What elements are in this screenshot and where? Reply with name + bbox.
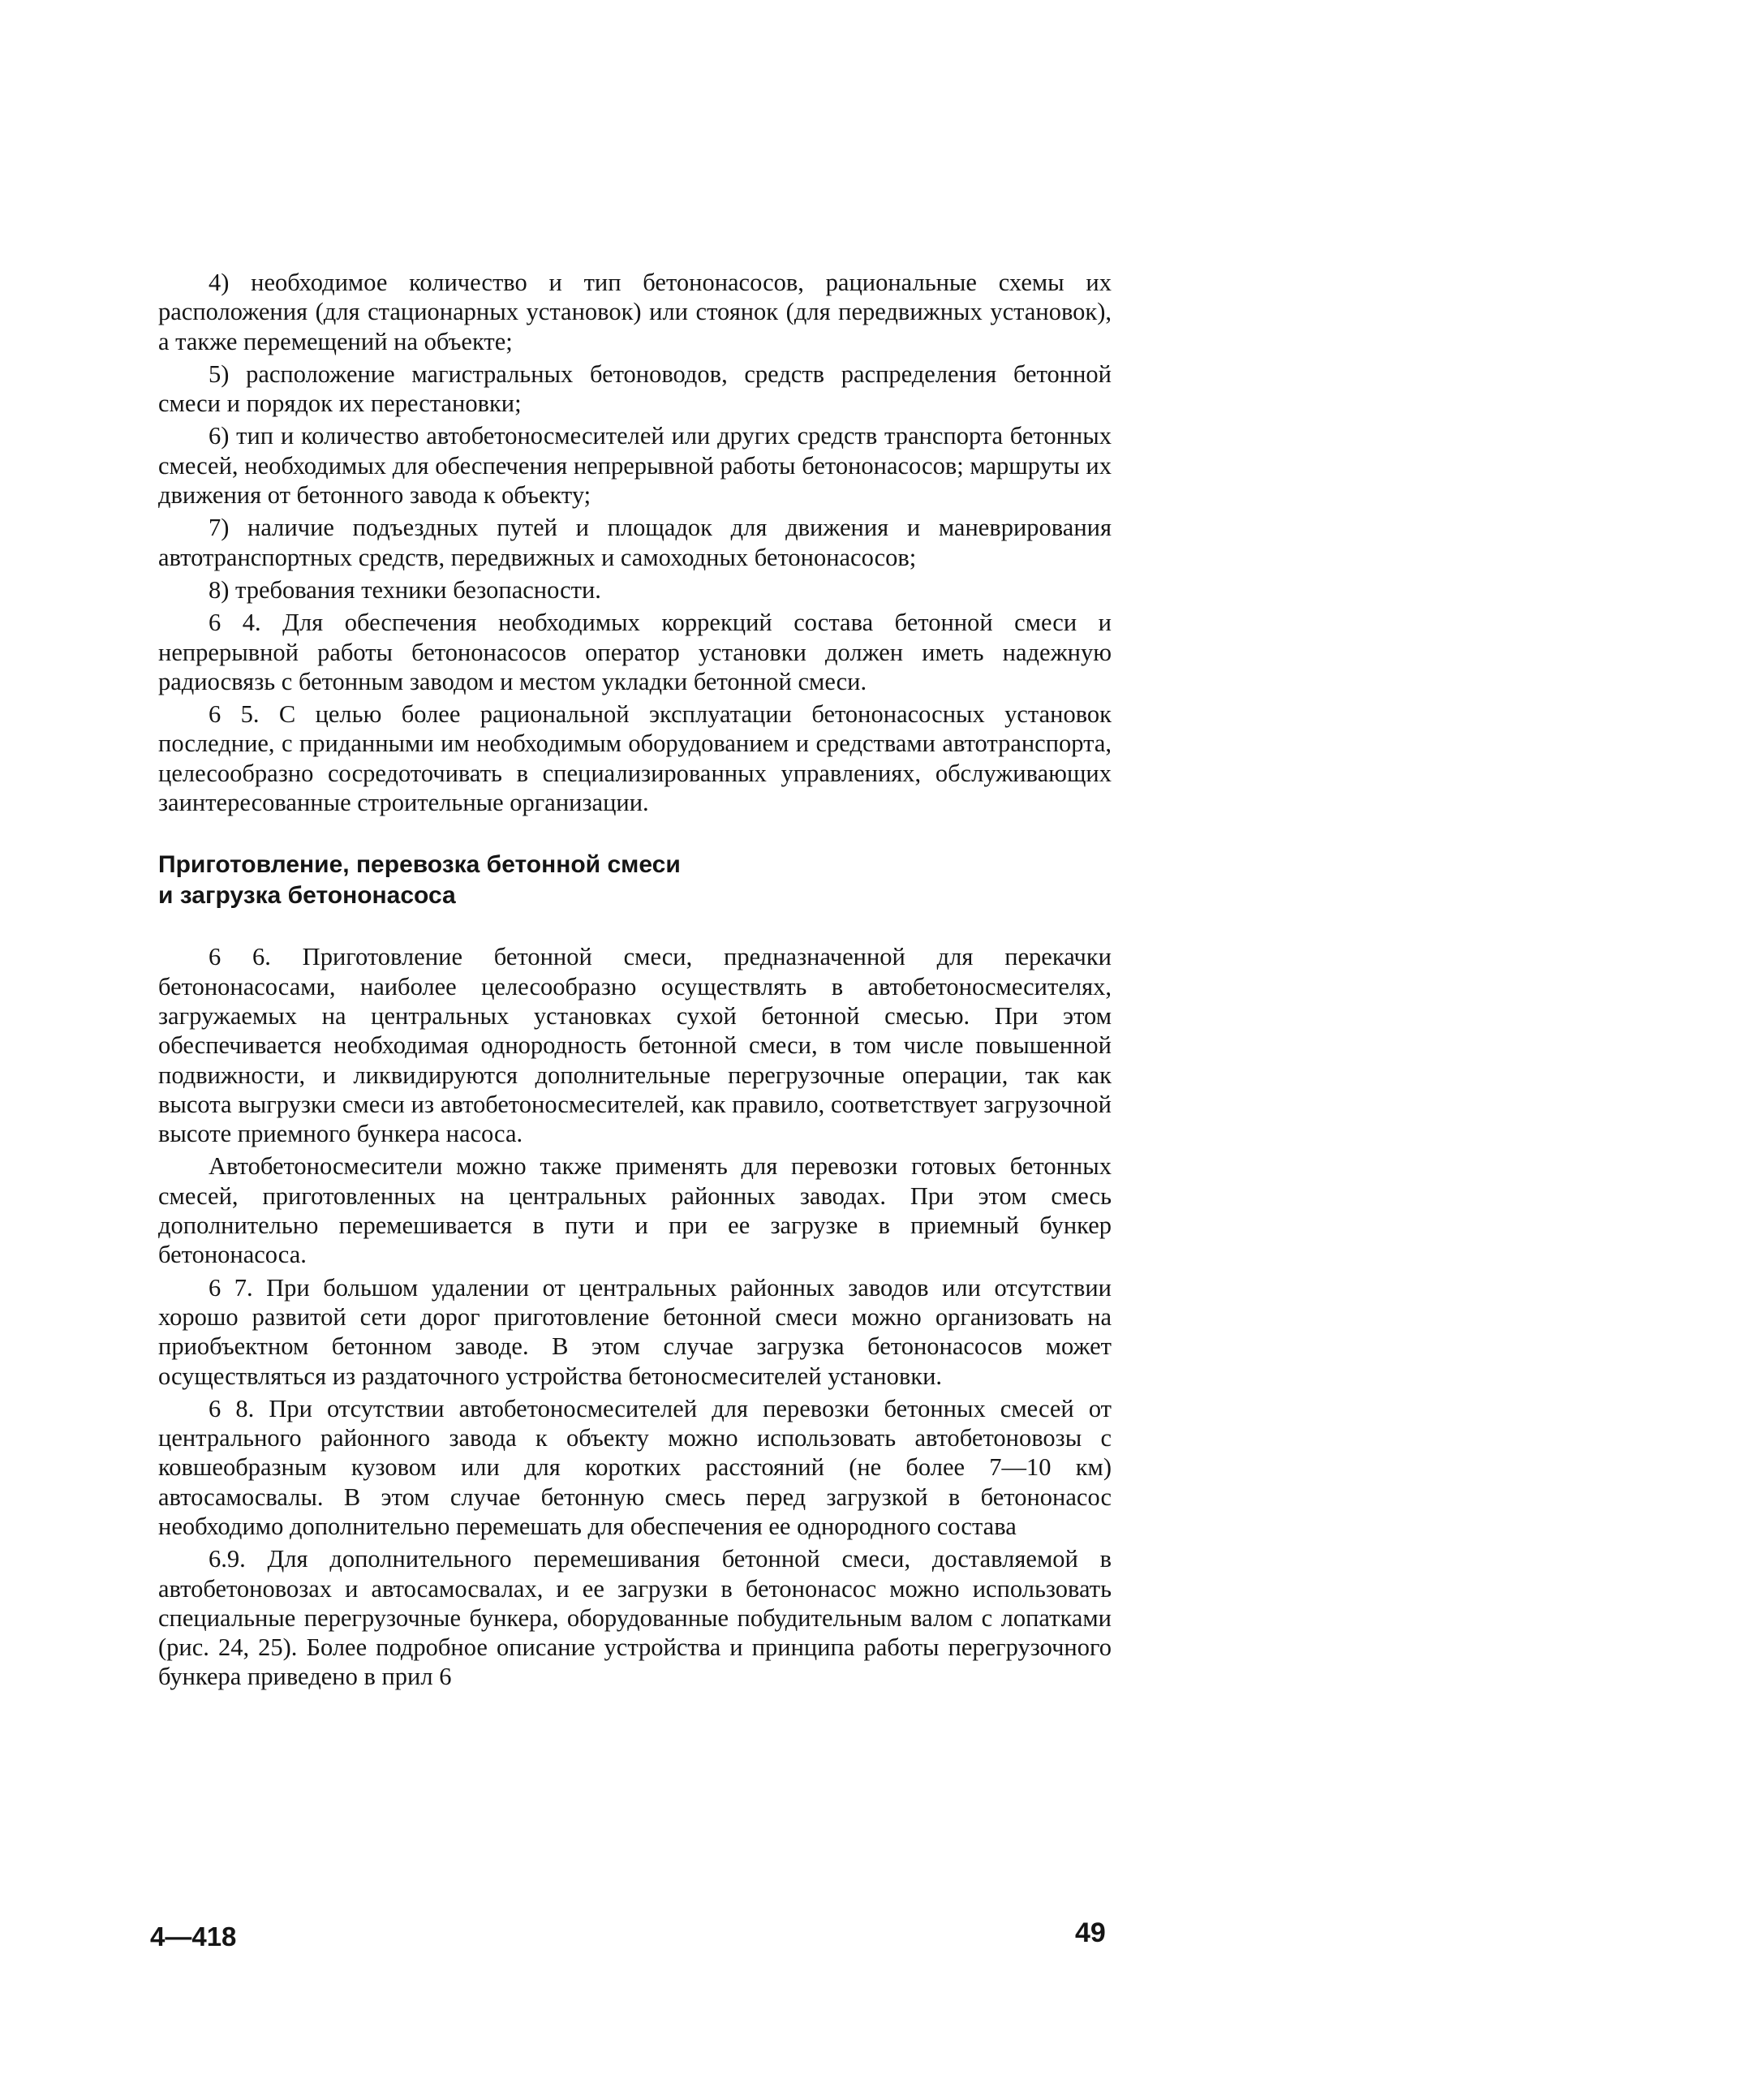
list-item-5: 5) расположение магистральных бетоноводов, средств распределения бетонной смеси и порядок их перестановки; [158,359,1112,418]
list-item-8: 8) требования техники безопасности. [209,575,601,604]
paragraph-6-9: 6.9. Для дополнительного перемешивания бетонной смеси, доставляемой в автобетоновозах и автосамосвалах, и ее загрузки в бетононасос можно использовать специальные перегрузочные бункера, оборудованные побудительным валом с лопатками (рис. 24, 25). Более подробное описание устройства и принципа работы перегрузочного бункера приведено в прил 6 [158,1545,1112,1691]
paragraph-6-8: 6 8. При отсутствии автобетоносмесителей для перевозки бетонных смесей от центрального районного завода к объекту можно использовать автобетоновозы с ковшеобразным кузовом или для коротких расстояний (не более 7—10 км) автосамосвалы. В этом случае бетонную смесь перед загрузкой в бетононасос необходимо дополнительно перемешать для обеспечения ее однородного состава [158,1394,1112,1540]
section-heading [158,850,1112,911]
paragraph-6-4: 6 4. Для обеспечения необходимых коррекций состава бетонной смеси и непрерывной работы бетононасосов оператор установки должен иметь надежную радиосвязь с бетонным заводом и местом укладки бетонной смеси. [158,609,1112,695]
paragraph-6-6: 6 6. Приготовление бетонной смеси, предназначенной для перекачки бетононасосами, наиболее целесообразно осуществлять в автобетоносмесителях, загружаемых на центральных установках сухой бетонной смесью. При этом обеспечивается необходимая однородность бетонной смеси, в том числе повышенной подвижности, и ликвидируются дополнительные перегрузочные операции, так как высота выгрузки смеси из автобетоносмесителей, как правило, соответствует загрузочной высоте приемного бункера насоса. [158,943,1112,1148]
paragraph-6-7: 6 7. При большом удалении от центральных районных заводов или отсутствии хорошо развитой сети дорог приготовление бетонной смеси можно организовать на приобъектном бетонном заводе. В этом случае загрузка бетононасосов может осуществляться из раздаточного устройства бетоносмесителей установки. [158,1273,1112,1390]
paragraph-6-5: 6 5. С целью более рациональной эксплуатации бетононасосных установок последние, с приданными им необходимым оборудованием и средствами автотранспорта, целесообразно сосредоточивать в специализированных управлениях, обслуживающих заинтересованные строительные организации. [158,700,1112,817]
section-heading-line-1: Приготовление, перевозка бетонной смеси [158,851,681,879]
section-heading-line-2: и загрузка бетононасоса [158,882,456,910]
paragraph-truck-mixers: Автобетоносмесители можно также применять для перевозки готовых бетонных смесей, приготовленных на центральных районных заводах. При этом смесь дополнительно перемешивается в пути и при ее загрузке в приемный бункер бетононасоса. [158,1152,1112,1269]
list-item-6: 6) тип и количество автобетоносмесителей или других средств транспорта бетонных смесей, необходимых для обеспечения непрерывной работы бетононасосов; маршруты их движения от бетонного завода к объекту; [158,422,1112,510]
page-body [158,268,1112,1692]
printer-signature: 4—418 [150,1921,237,1952]
list-item-7: 7) наличие подъездных путей и площадок для движения и маневрирования автотранспортных средств, передвижных и самоходных бетононасосов; [158,514,1112,571]
list-item-4: 4) необходимое количество и тип бетононасосов, рациональные схемы их расположения (для стационарных установок) или стоянок (для передвижных установок), а также перемещений на объекте; [158,269,1112,355]
page-number: 49 [1075,1917,1106,1948]
